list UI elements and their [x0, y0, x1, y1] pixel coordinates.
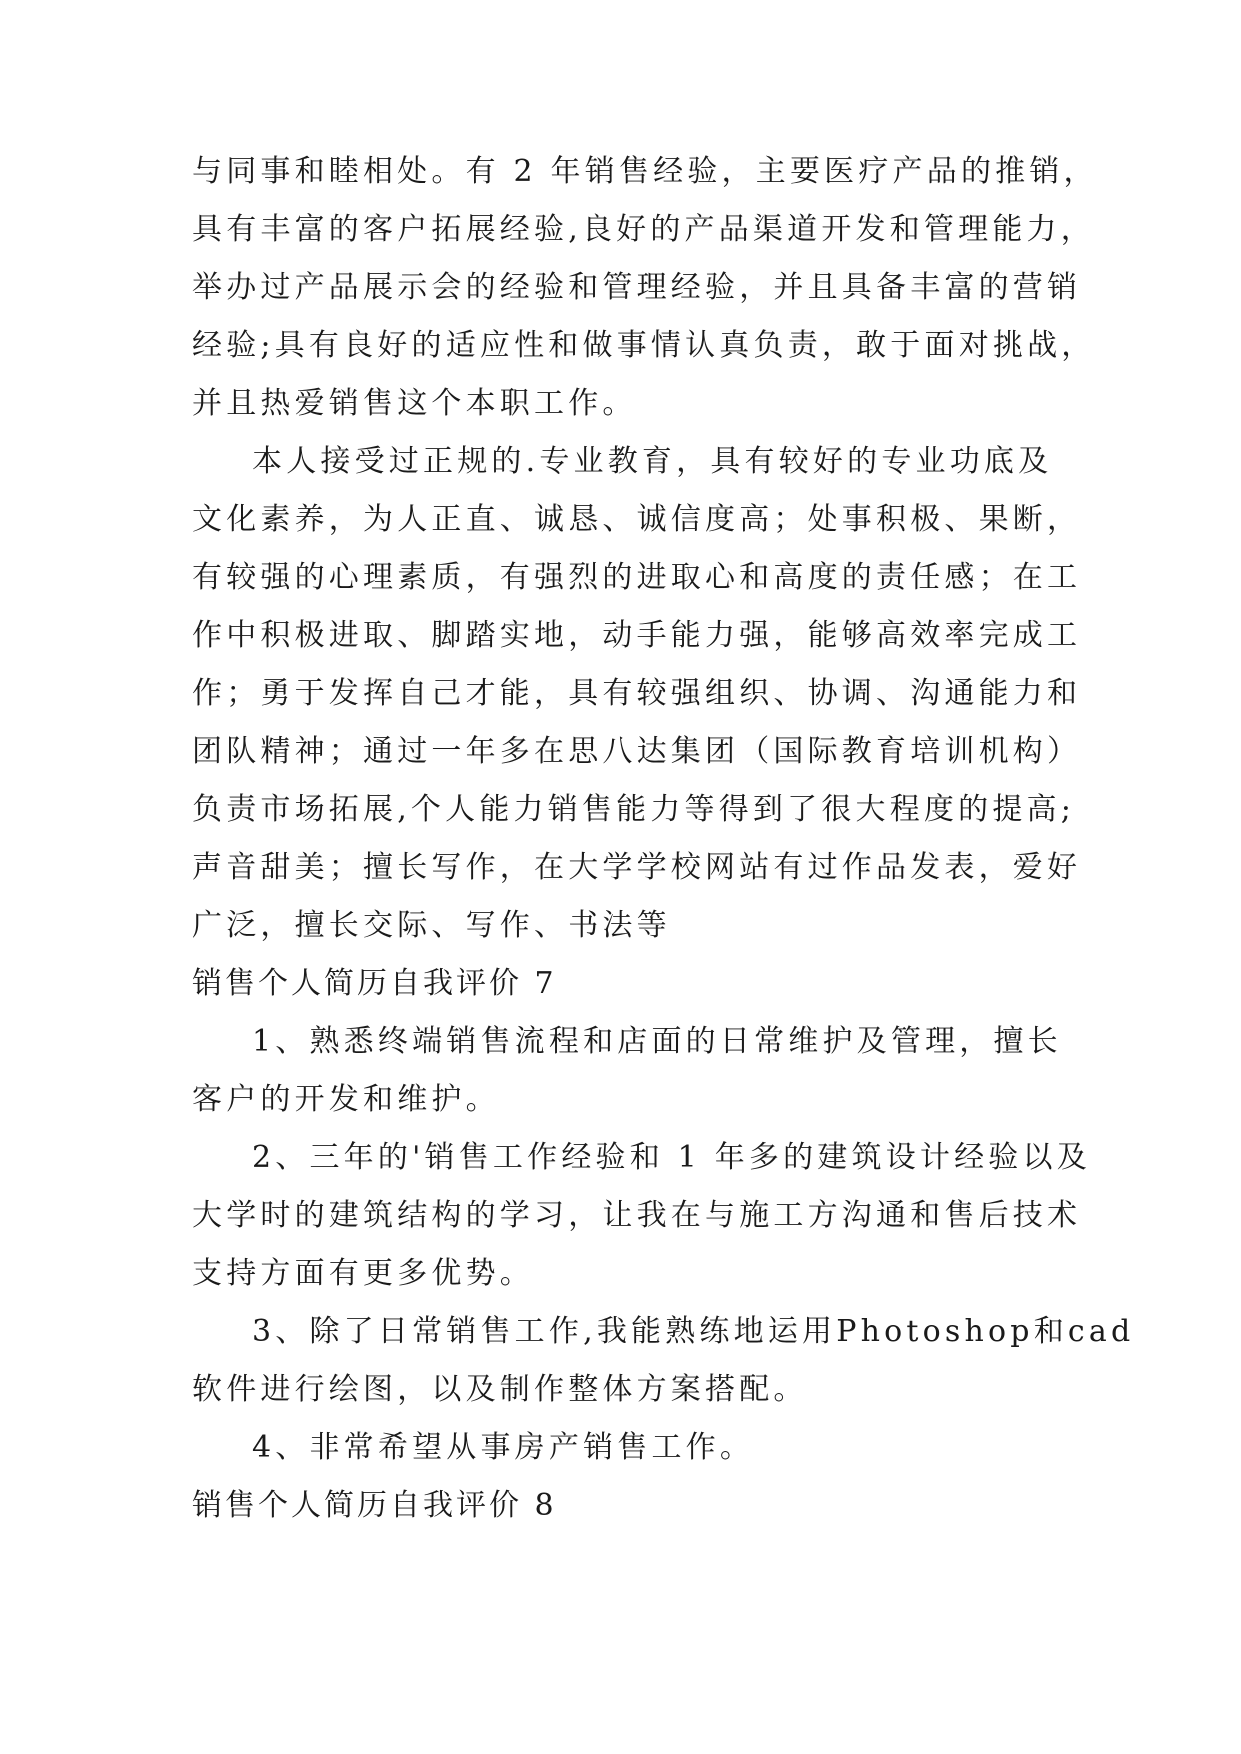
- list-item-line: 3、除了日常销售工作,我能熟练地运用Photoshop和cad: [252, 1314, 1135, 1349]
- body-text-line: 文化素养，为人正直、诚恳、诚信度高；处事积极、果断，: [192, 502, 1082, 537]
- body-text-line: 声音甜美；擅长写作，在大学学校网站有过作品发表，爱好: [192, 850, 1082, 885]
- body-text-line: 负责市场拓展,个人能力销售能力等得到了很大程度的提高;: [192, 792, 1076, 827]
- body-text-line: 具有丰富的客户拓展经验,良好的产品渠道开发和管理能力，: [192, 212, 1095, 247]
- body-text-line: 软件进行绘图，以及制作整体方案搭配。: [192, 1372, 808, 1407]
- list-item-line: 4、非常希望从事房产销售工作。: [252, 1430, 755, 1465]
- body-text-line: 作中积极进取、脚踏实地，动手能力强，能够高效率完成工: [192, 618, 1082, 653]
- body-text-line: 团队精神；通过一年多在思八达集团（国际教育培训机构）: [192, 734, 1082, 769]
- body-text-line: 支持方面有更多优势。: [192, 1256, 534, 1291]
- body-text-line: 举办过产品展示会的经验和管理经验，并且具备丰富的营销: [192, 270, 1082, 305]
- list-item-line: 2、三年的'销售工作经验和 1 年多的建筑设计经验以及: [252, 1140, 1091, 1175]
- body-text-line: 并且热爱销售这个本职工作。: [192, 386, 637, 421]
- body-text-line: 客户的开发和维护。: [192, 1082, 500, 1117]
- body-text-line: 与同事和睦相处。有 2 年销售经验，主要医疗产品的推销，: [192, 154, 1098, 189]
- body-text-line: 有较强的心理素质，有强烈的进取心和高度的责任感；在工: [192, 560, 1082, 595]
- body-text-line: 经验;具有良好的适应性和做事情认真负责，敢于面对挑战，: [192, 328, 1096, 363]
- list-item-line: 1、熟悉终端销售流程和店面的日常维护及管理，擅长: [252, 1024, 1062, 1059]
- body-text-line: 大学时的建筑结构的学习，让我在与施工方沟通和售后技术: [192, 1198, 1082, 1233]
- body-text-line: 作；勇于发挥自己才能，具有较强组织、协调、沟通能力和: [192, 676, 1082, 711]
- section-heading: 销售个人简历自我评价 7: [192, 966, 557, 1001]
- section-heading: 销售个人简历自我评价 8: [192, 1488, 557, 1523]
- paragraph-first-line: 本人接受过正规的.专业教育，具有较好的专业功底及: [252, 444, 1053, 479]
- body-text-line: 广泛，擅长交际、写作、书法等: [192, 908, 671, 943]
